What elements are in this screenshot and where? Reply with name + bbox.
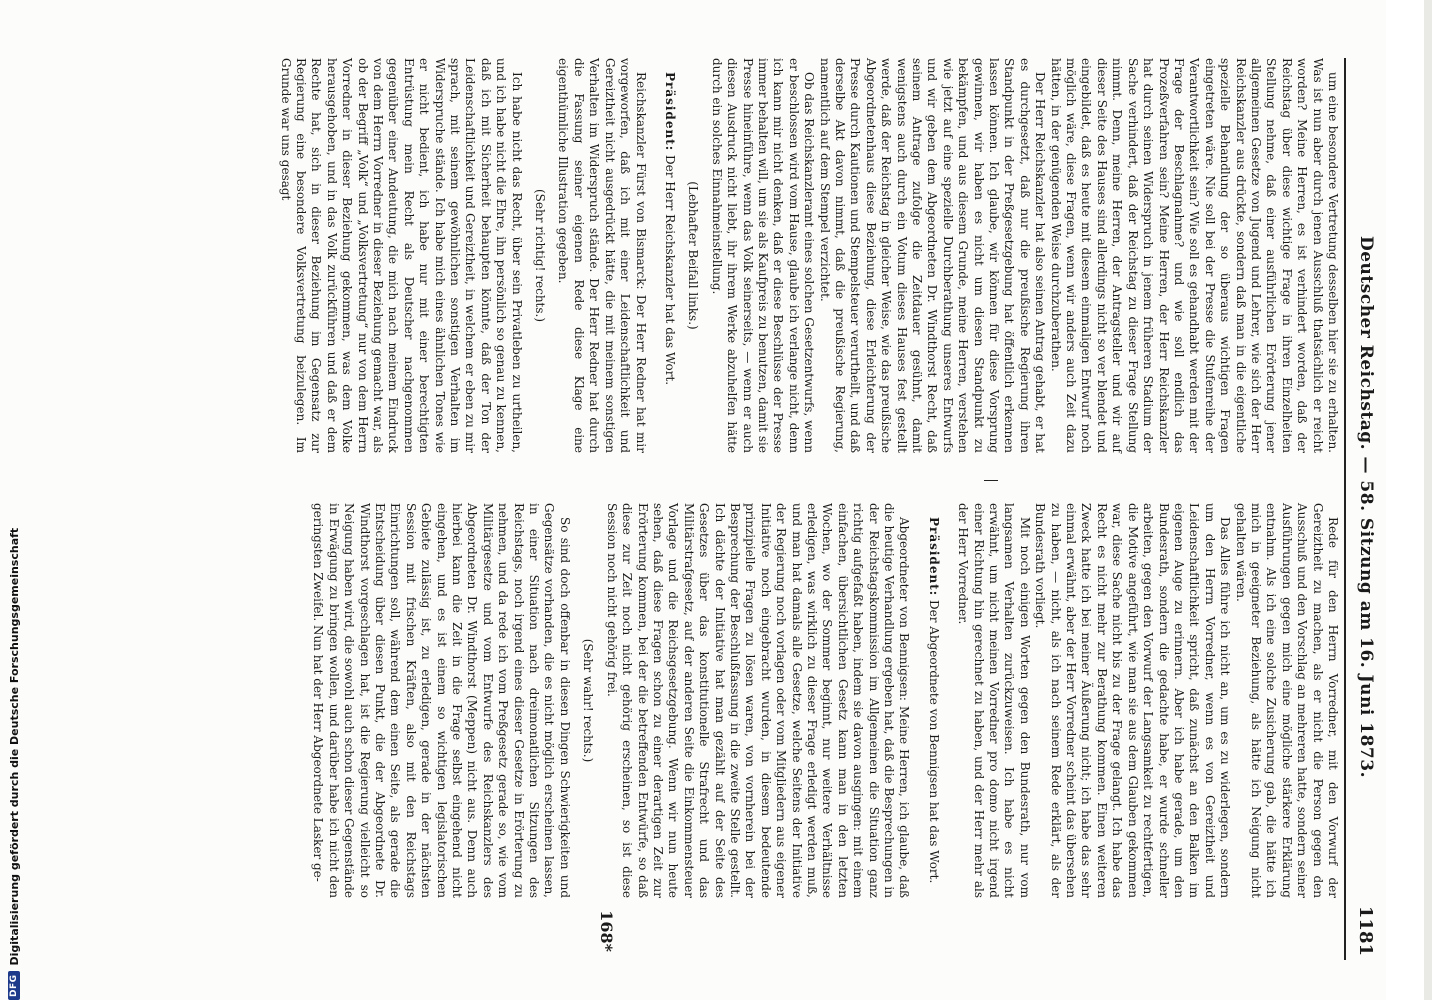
digitization-credit (4, 0, 24, 1000)
paragraph: Abgeordneter von Bennigsen: Meine Herren, ich glaube, daß die heutige Verhandlung ergeben hat, daß die Besprechungen in der Reichstagskommission im Allgemeinen die Situation ganz richtig aufgefaßt haben, indem sie davon ausgingen: mit einem einfachen, übersichtlichen Gesetz kann man in den letzten Wochen, wo der Sommer beginnt, nur weitere Verhältnisse erledigen, was wirklich zu dieser Frage erledigt werden muß, und man hat damals alle Gesetze, welche Seitens der Initiative der Regierung noch vorlagen oder vom Mitgliedern aus eigener Initiative noch eingebracht wurden, in diesem bedeutende prinzipielle Fragen zu lösen waren, von vornherein bei der Besprechung der Beschlußfassung in die zweite Stelle gestellt. Ich dächte der Initiative hat man gezählt auf der Seite des Gesetzes über das konstitutionelle Strafrecht und das Militärstrafgesetz, auf der anderen Seite die Einkommensteuer Vorlage und die Reichsgesetzgebung. Wenn wir nun heute sehen, daß diese Fragen schon zu einer derartigen Zeit zur Erörterung kommen, bei der die betreffenden Entwürfe, so daß diese zur Zeit noch nicht gehörig erscheinen, so ist diese Session noch nicht gehörig frei. (604, 503, 912, 898)
right-column (311, 503, 1340, 898)
paragraph: Das Alles führe ich nicht an, um es zu widerlegen, sondern um den Herrn Vorredner, wenn es von Gereiztheit und Leidenschaftlichkeit spricht, daß zunächst an den Balken im eigenen Auge zu erinnern. Aber ich habe gerade, um den Bundesrath, sondern die gedachte habe, er wurde schneller arbeiten, gegen den Vorwurf der Langsamkeit zu rechtfertigen, die Motive angeführt, wie man sie aus dem Glauben gekommen war, diese Sache nicht bis zu der Frage gelangt. Ich habe das Recht es nicht mehr zur Berathung kommen. Einen weiteren Zweck hatte ich bei meiner Äußerung nicht; ich habe das sehr einmal erwähnt, aber der Herr Vorredner scheint das übersehen zu haben, — nicht, als ich nach seinem Rede erklärt, als der Bundesrath vorliegt. (1033, 503, 1233, 898)
paragraph: Der Herr Reichskanzler hat also seinen Antrag gehabt, er hat es durchgesetzt, daß nur die preußische Regierung ihren Standpunkt in der Preßgesetzgebung hat öffentlich erkennen lassen können. Ich glaube, wir können für diese Vorsprung gewinnen, wir haben es nicht um diesen Standpunkt zu bekämpfen, und aus diesem Grunde, meine Herren, verstehen wie jetzt auf eine spezielle Durchberathung unseres Entwurfs und wir geben dem Abgeordneten Dr. Windthorst Recht, daß seinem Antrage zufolge die Zeitdauer gesühnt, damit wenigstens auch durch ein Votum dieses Hauses fest gestellt werde, daß der Reichstag in gleicher Weise, wie das preußische Abgeordnetenhaus diese Beziehung, diese Erleichterung der Presse durch Kautionen und Stempelsteuer verurtheilt, und daß derselbe Akt davon nimmt, daß die preußische Regierung, namentlich auf dem Stempel verzichtet. (817, 58, 1048, 453)
paragraph: um eine besondere Vertretung desselben hier sie zu erhalten. Was ist nun aber durch jenen Ausschluß thatsächlich er reicht worden? Meine Herren, es ist verhindert worden, daß der Reichstag über diese wichtige Frage in ihren Einzelheiten Stellung nehme, daß einer ausführlichen Erörterung jener allgemeinen Gesetze von Jugend und Lehrer, wie sich der Herr Reichskanzler aus drückte, sondern daß man in die eigentliche spezielle Behandlung der so überaus wichtigen Fragen eingetreten wäre. Nie soll bei der Presse die Stufenreihe der Verantwortlichkeit sein? Wie soll es gehandhabt werden mit der Frage der Beschlagnahme? und wie soll endlich das Prozeßverfahren sein? Meine Herren, der Herr Reichskanzler hat durch seinen Widerspruch in jenem früheren Stadium der Sache verhindert, daß der Reichstag zu dieser Frage Stellung nimmt. Denn, meine Herren, der Antragsteller und wir auf dieser Seite des Hauses sind allerdings nicht so ver blendet und eingebildet, daß es heute mit diesem einmaligen Entwurf noch möglich wäre, diese Fragen, wenn wir anders auch Zeit dazu hätten, in der genügenden Weise durchzuberathen. (1048, 58, 1340, 453)
running-title: Deutscher Reichstag. — 58. Sitzung am 16. Juni 1873. (1356, 236, 1376, 778)
president-statement (925, 503, 940, 898)
statement-text: Der Herr Reichskanzler hat das Wort. (662, 155, 677, 386)
header-rule (1344, 58, 1346, 960)
paragraph: Mit noch einigen Worten gegen den Bundesrath, nur vom langsamen Verhalten zurückzuweisen. Ich habe es nicht erwähnt, um nicht meinen Vorredner pro domo nicht irgend einer Richtung hin gerechnet zu haben, und der Herr mehr als der Herr Vorredner. (956, 503, 1032, 898)
page-number: 1181 (1355, 905, 1376, 956)
interjection: (Sehr richtig! rechts.) (533, 188, 548, 323)
scan-edge (1424, 0, 1432, 1000)
interjection: (Sehr wahr! rechts.) (581, 638, 596, 763)
statement-text: Der Abgeordnete von Bennigsen hat das Wort. (926, 600, 941, 884)
dfg-logo-icon: DFG (8, 971, 20, 1000)
paragraph: Reichskanzler Fürst von Bismarck: Der Herr Redner hat mir vorgeworfen, daß ich mit einer Leidenschaftlichkeit und Gereiztheit nicht ausgedrückt hätte, die mit meinem sonstigen Verhalten im Widerspruch stände. Der Herr Redner hat durch die Fassung seiner eigenen Rede diese Klage eine eigenthümliche Illustration gegeben. (556, 58, 648, 453)
paragraph: Ob das Reichskanzleramt eines solchen Gesetzentwurfs, wenn er beschlossen wird vom Hause, glaube ich verlange nicht, denn ich kann mir nicht denken, daß er diese Beschlüsse der Presse immer behalten will, um sie als Kaufpreis zu benutzen, damit sie Presse hineinführe, wenn das Volk seinerseits, — wenn er auch diesen Ausdruck nicht liebt, ihr ihrem Werke abzuhelfen hätte durch ein solches Einnahmeinstellung. (709, 58, 817, 453)
speaker-label: Präsident: (926, 517, 941, 597)
paragraph: Ich habe nicht das Recht, über sein Privatleben zu urtheilen, und ich habe nicht die Ehre, ihn persönlich so genau zu kennen, daß ich mit Sicherheit behaupten könnte, daß der Ton der Leidenschaftlichkeit und Gereiztheit, in welchem er eben zu mir sprach, mit seinem gewöhnlichen sonstigen Verhalten im Widerspruche stände. Ich habe mich eines ähnlichen Tones wie er nicht bedient, ich habe nur mit einer berechtigten Entrüstung mein Recht als Deutscher nachgenommen gegenüber einer Andeutung, die mich nach meinem Eindruck von dem Herrn Vorredner in dieser Beziehung gemacht war, als ob der Begriff „Volk“ und „Volksvertretung“ nur von dem Herrn Vorredner in dieser Beziehung gekommen, was dem Volke herausgehoben, und in das Volk zurückführen und daß er dem Rechte hat, sich in dieser Beziehung im Gegensatz zur Regierung eine besondere Volksvertretung beizulegen. Im Grunde war uns gesagt (278, 58, 524, 453)
paragraph: So sind doch offenbar in diesen Dingen Schwierigkeiten und Gegensätze vorhanden, die es nicht möglich erscheinen lassen, in einer Situation nach dreimonatlichen Sitzungen des Reichstags, noch irgend eines dieser Gesetze in Erörterung zu nehmen, und da rede ich vom Preßgesetz gerade so, wie vom Militärgesetze und vom Entwurfe des Reichskanzlers des Abgeordneten Dr. Windthorst (Meppen) nicht aus. Denn auch hierbei kann die Zeit in die Frage selbst eingehend nicht eingehen, und es ist einem so wichtigen legislatorischen Gebiete zulässig ist, zu erledigen, gerade in der nächsten Session mit frischen Kräften, also mit den Reichstags Einrichtungen soll, während dem einen Seite, als gerade die Entscheidung über diesen Punkt, die der Abgeordnete Dr. Windthorst vorgeschlagen hat, ist die Regierung vielleicht so Neigung haben wird, die sowohl auch schon dieser Gegenstände in Erwägung zu bringen wollen, und darüber habe ich nicht den geringsten Zweifel. Nun hat der Herr Abgeordnete Lasker ge- (311, 503, 572, 898)
paragraph: Rede für den Herrn Vorredner, mit den Vorwurf der Gereiztheit zu machen, als er nicht die Person gegen den Ausschuß und den Vorschlag an mehreren hatte, sondern seiner Ausführungen gegen mich eine mögliche stärkere Erklärung entnahm. Als ich eine solche Zusicherung gab, die hätte ich mich in geeigneter Beziehung, als hätte ich Neigung nicht gehalten wären. (1233, 503, 1340, 898)
column-divider (984, 480, 998, 481)
president-statement (662, 58, 677, 453)
interjection: (Lebhafter Beifall links.) (686, 181, 701, 330)
sheet-signature: 168* (597, 910, 616, 952)
page-header (1350, 58, 1376, 956)
left-column (0, 58, 1340, 453)
speaker-label: Präsident: (662, 72, 677, 152)
credit-text: Digitalisierung gefördert durch die Deutsche Forschungsgemeinschaft (7, 527, 21, 966)
